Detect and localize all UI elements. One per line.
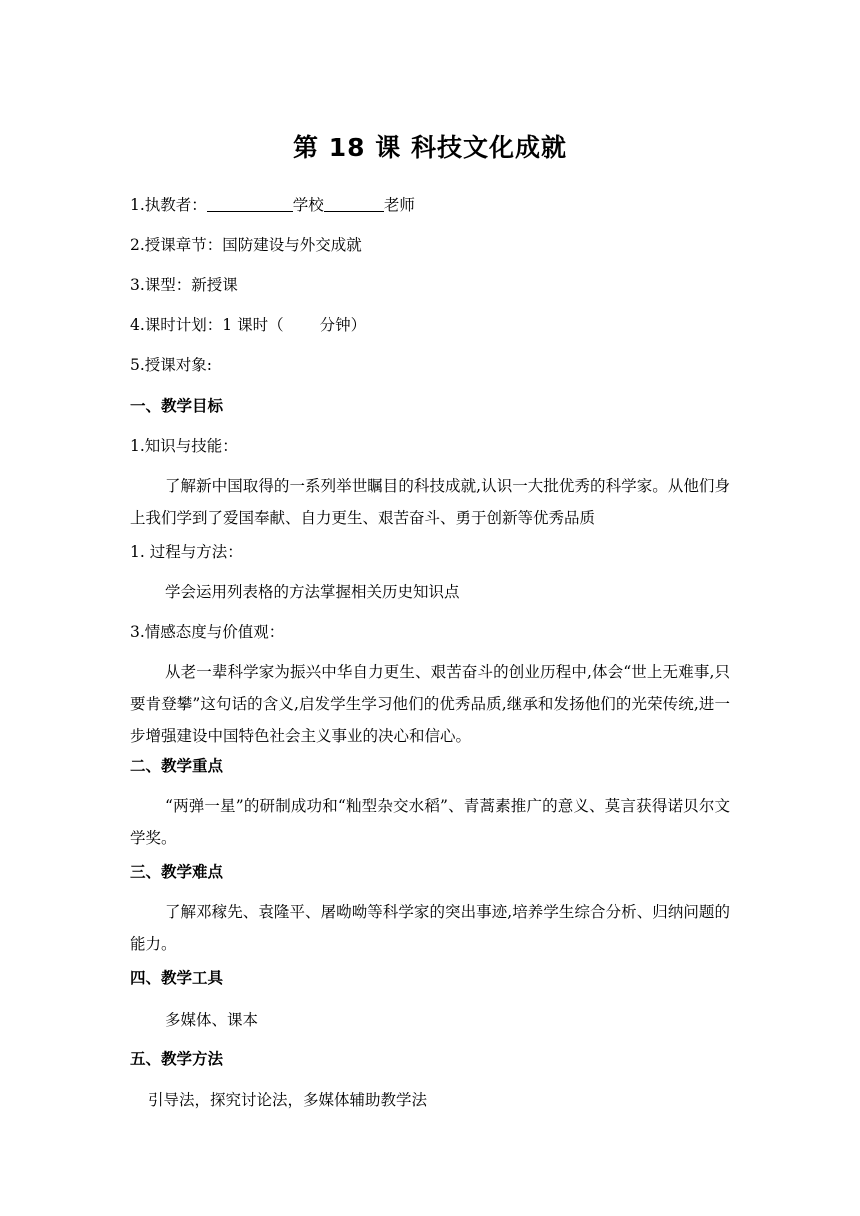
chapter-line: 2.授课章节：国防建设与外交成就 bbox=[130, 236, 362, 254]
tools-text: 多媒体、课本 bbox=[165, 1011, 259, 1029]
goal2-heading: 1. 过程与方法： bbox=[130, 543, 243, 561]
goal3-text: 从老一辈科学家为振兴中华自力更生、艰苦奋斗的创业历程中,体会“世上无难事,只要肯登攀”这句话的含义,启发学生学习他们的优秀品质,继承和发扬他们的光荣传统,进一步增强建设中国特色社会主义事业的决心和信心。 bbox=[130, 663, 730, 745]
key-points-heading: 二、教学重点 bbox=[130, 757, 224, 775]
school-blank bbox=[207, 195, 293, 212]
lesson-type-line: 3.课型：新授课 bbox=[130, 276, 238, 294]
lesson-plan-line bbox=[130, 315, 366, 335]
teacher-school: 学校 bbox=[292, 196, 324, 214]
tools-heading: 四、教学工具 bbox=[130, 969, 224, 987]
goal1-text: 了解新中国取得的一系列举世瞩目的科技成就,认识一大批优秀的科学家。从他们身上我们学到了爱国奉献、自力更生、艰苦奋斗、勇于创新等优秀品质 bbox=[130, 477, 730, 527]
goal1-heading: 1.知识与技能： bbox=[130, 437, 238, 455]
teacher-blank bbox=[324, 195, 384, 212]
difficulty-text: 了解邓稼先、袁隆平、屠呦呦等科学家的突出事迹,培养学生综合分析、归纳问题的能力。 bbox=[130, 903, 730, 953]
teacher-line bbox=[130, 195, 415, 215]
plan-suffix: 分钟） bbox=[319, 316, 367, 334]
method-text: 引导法，探究讨论法，多媒体辅助教学法 bbox=[148, 1091, 428, 1109]
plan-prefix: 4.课时计划：1 课时（ bbox=[130, 316, 284, 334]
goal2-text: 学会运用列表格的方法掌握相关历史知识点 bbox=[165, 583, 460, 601]
teacher-suffix: 老师 bbox=[383, 196, 415, 214]
key-points-text: “两弹一星”的研制成功和“籼型杂交水稻”、青蒿素推广的意义、莫言获得诺贝尔文学奖。 bbox=[130, 797, 730, 847]
goal3-heading: 3.情感态度与价值观： bbox=[130, 623, 285, 641]
goals-heading: 一、教学目标 bbox=[130, 397, 224, 415]
audience-line: 5.授课对象: bbox=[130, 356, 213, 374]
teacher-prefix: 1.执教者： bbox=[130, 196, 207, 214]
method-heading: 五、教学方法 bbox=[130, 1050, 224, 1068]
difficulty-heading: 三、教学难点 bbox=[130, 863, 224, 881]
page-title: 第 18 课 科技文化成就 bbox=[293, 133, 567, 162]
